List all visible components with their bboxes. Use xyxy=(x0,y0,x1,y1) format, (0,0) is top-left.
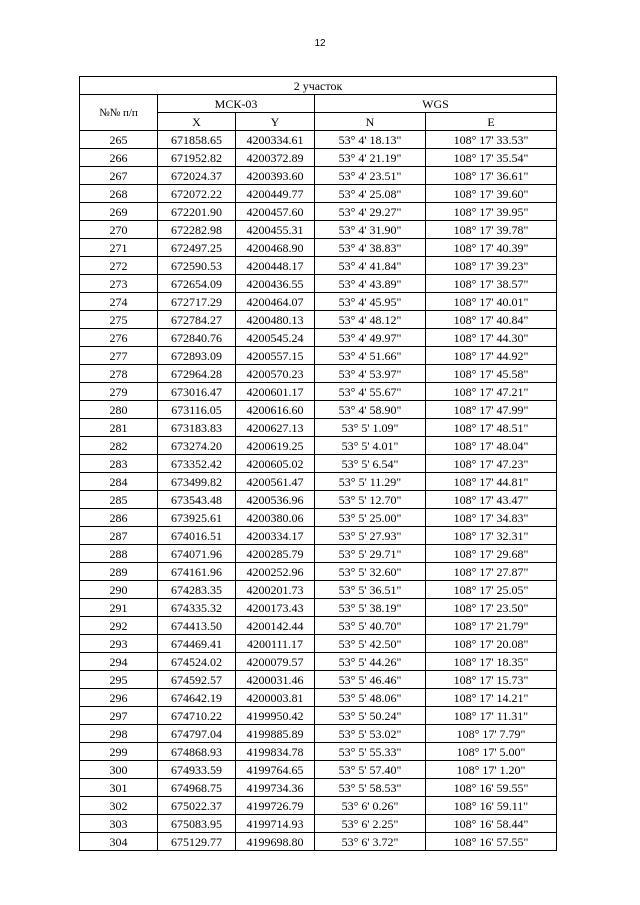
cell-e: 108° 17' 35.54" xyxy=(426,149,557,167)
cell-y: 4200003.81 xyxy=(236,689,315,707)
cell-x: 672717.29 xyxy=(158,293,236,311)
table-row xyxy=(80,167,557,185)
cell-n: 53° 5' 38.19" xyxy=(315,599,426,617)
cell-y: 4200334.61 xyxy=(236,131,315,149)
table-row xyxy=(80,707,557,725)
cell-x: 673499.82 xyxy=(158,473,236,491)
cell-n: 53° 5' 27.93" xyxy=(315,527,426,545)
cell-n: 53° 6' 2.25" xyxy=(315,815,426,833)
cell-y: 4200448.17 xyxy=(236,257,315,275)
cell-number: 292 xyxy=(80,617,158,635)
cell-n: 53° 5' 36.51" xyxy=(315,581,426,599)
cell-e: 108° 17' 15.73" xyxy=(426,671,557,689)
cell-e: 108° 17' 1.20" xyxy=(426,761,557,779)
cell-e: 108° 17' 47.99" xyxy=(426,401,557,419)
cell-number: 280 xyxy=(80,401,158,419)
cell-number: 285 xyxy=(80,491,158,509)
cell-n: 53° 4' 48.12" xyxy=(315,311,426,329)
cell-n: 53° 5' 55.33" xyxy=(315,743,426,761)
cell-x: 673925.61 xyxy=(158,509,236,527)
table-row xyxy=(80,455,557,473)
cell-e: 108° 17' 5.00" xyxy=(426,743,557,761)
cell-x: 674071.96 xyxy=(158,545,236,563)
cell-n: 53° 5' 50.24" xyxy=(315,707,426,725)
cell-y: 4200285.79 xyxy=(236,545,315,563)
cell-number: 282 xyxy=(80,437,158,455)
cell-x: 671858.65 xyxy=(158,131,236,149)
cell-number: 284 xyxy=(80,473,158,491)
cell-n: 53° 4' 23.51" xyxy=(315,167,426,185)
cell-number: 268 xyxy=(80,185,158,203)
cell-y: 4200464.07 xyxy=(236,293,315,311)
cell-x: 673116.05 xyxy=(158,401,236,419)
cell-y: 4200601.17 xyxy=(236,383,315,401)
group-header-wgs: WGS xyxy=(315,95,557,113)
cell-e: 108° 17' 44.30" xyxy=(426,329,557,347)
cell-n: 53° 4' 51.66" xyxy=(315,347,426,365)
cell-e: 108° 17' 36.61" xyxy=(426,167,557,185)
table-row xyxy=(80,761,557,779)
table-row xyxy=(80,743,557,761)
cell-y: 4200111.17 xyxy=(236,635,315,653)
cell-x: 674642.19 xyxy=(158,689,236,707)
cell-x: 672201.90 xyxy=(158,203,236,221)
cell-y: 4200605.02 xyxy=(236,455,315,473)
table-row xyxy=(80,131,557,149)
cell-number: 297 xyxy=(80,707,158,725)
cell-number: 272 xyxy=(80,257,158,275)
cell-n: 53° 4' 43.89" xyxy=(315,275,426,293)
cell-e: 108° 17' 25.05" xyxy=(426,581,557,599)
cell-number: 304 xyxy=(80,833,158,851)
cell-number: 277 xyxy=(80,347,158,365)
cell-number: 271 xyxy=(80,239,158,257)
cell-y: 4200627.13 xyxy=(236,419,315,437)
table-row xyxy=(80,815,557,833)
table-row xyxy=(80,599,557,617)
cell-x: 672784.27 xyxy=(158,311,236,329)
cell-n: 53° 4' 38.83" xyxy=(315,239,426,257)
cell-y: 4199764.65 xyxy=(236,761,315,779)
cell-y: 4200468.90 xyxy=(236,239,315,257)
table-row xyxy=(80,203,557,221)
cell-e: 108° 17' 43.47" xyxy=(426,491,557,509)
cell-x: 672964.28 xyxy=(158,365,236,383)
table-row xyxy=(80,221,557,239)
cell-x: 673543.48 xyxy=(158,491,236,509)
cell-e: 108° 17' 45.58" xyxy=(426,365,557,383)
cell-number: 267 xyxy=(80,167,158,185)
cell-e: 108° 17' 18.35" xyxy=(426,653,557,671)
cell-e: 108° 17' 33.53" xyxy=(426,131,557,149)
cell-x: 672654.09 xyxy=(158,275,236,293)
cell-y: 4199726.79 xyxy=(236,797,315,815)
cell-n: 53° 4' 21.19" xyxy=(315,149,426,167)
cell-n: 53° 4' 49.97" xyxy=(315,329,426,347)
cell-y: 4200142.44 xyxy=(236,617,315,635)
table-row xyxy=(80,329,557,347)
cell-e: 108° 17' 40.84" xyxy=(426,311,557,329)
table-row xyxy=(80,563,557,581)
table-row xyxy=(80,491,557,509)
cell-number: 273 xyxy=(80,275,158,293)
cell-x: 674797.04 xyxy=(158,725,236,743)
cell-number: 301 xyxy=(80,779,158,797)
cell-x: 674592.57 xyxy=(158,671,236,689)
table-row xyxy=(80,419,557,437)
table-row xyxy=(80,383,557,401)
table-title-row xyxy=(80,77,557,95)
table-row xyxy=(80,725,557,743)
table-row xyxy=(80,635,557,653)
cell-n: 53° 5' 46.46" xyxy=(315,671,426,689)
cell-e: 108° 17' 48.51" xyxy=(426,419,557,437)
table-row xyxy=(80,581,557,599)
table-row xyxy=(80,653,557,671)
column-header-y: Y xyxy=(236,113,315,131)
cell-number: 291 xyxy=(80,599,158,617)
cell-x: 673352.42 xyxy=(158,455,236,473)
cell-n: 53° 5' 44.26" xyxy=(315,653,426,671)
cell-number: 303 xyxy=(80,815,158,833)
cell-e: 108° 16' 59.11" xyxy=(426,797,557,815)
table-row xyxy=(80,671,557,689)
cell-e: 108° 17' 39.95" xyxy=(426,203,557,221)
cell-e: 108° 17' 40.01" xyxy=(426,293,557,311)
table-row xyxy=(80,689,557,707)
cell-e: 108° 17' 11.31" xyxy=(426,707,557,725)
cell-number: 295 xyxy=(80,671,158,689)
cell-x: 674283.35 xyxy=(158,581,236,599)
cell-n: 53° 4' 55.67" xyxy=(315,383,426,401)
table-title: 2 участок xyxy=(80,77,557,95)
cell-e: 108° 16' 59.55" xyxy=(426,779,557,797)
cell-n: 53° 4' 58.90" xyxy=(315,401,426,419)
column-header-n: N xyxy=(315,113,426,131)
table-row xyxy=(80,545,557,563)
cell-n: 53° 5' 42.50" xyxy=(315,635,426,653)
cell-number: 276 xyxy=(80,329,158,347)
cell-y: 4200436.55 xyxy=(236,275,315,293)
cell-y: 4200252.96 xyxy=(236,563,315,581)
cell-e: 108° 17' 39.78" xyxy=(426,221,557,239)
cell-y: 4200480.13 xyxy=(236,311,315,329)
cell-x: 673183.83 xyxy=(158,419,236,437)
cell-x: 674968.75 xyxy=(158,779,236,797)
cell-y: 4200545.24 xyxy=(236,329,315,347)
cell-n: 53° 5' 6.54" xyxy=(315,455,426,473)
page-number: 12 xyxy=(314,38,326,49)
cell-e: 108° 17' 23.50" xyxy=(426,599,557,617)
table-row xyxy=(80,149,557,167)
cell-e: 108° 16' 57.55" xyxy=(426,833,557,851)
cell-y: 4199698.80 xyxy=(236,833,315,851)
cell-n: 53° 5' 25.00" xyxy=(315,509,426,527)
cell-x: 674335.32 xyxy=(158,599,236,617)
cell-number: 296 xyxy=(80,689,158,707)
table-row xyxy=(80,185,557,203)
table-row xyxy=(80,257,557,275)
table-row xyxy=(80,437,557,455)
cell-number: 270 xyxy=(80,221,158,239)
table-row xyxy=(80,275,557,293)
cell-x: 674933.59 xyxy=(158,761,236,779)
table-row xyxy=(80,527,557,545)
cell-x: 672024.37 xyxy=(158,167,236,185)
column-header-x: X xyxy=(158,113,236,131)
cell-n: 53° 4' 25.08" xyxy=(315,185,426,203)
cell-number: 287 xyxy=(80,527,158,545)
cell-x: 672072.22 xyxy=(158,185,236,203)
cell-number: 279 xyxy=(80,383,158,401)
cell-e: 108° 17' 44.81" xyxy=(426,473,557,491)
cell-x: 673274.20 xyxy=(158,437,236,455)
cell-n: 53° 4' 53.97" xyxy=(315,365,426,383)
cell-y: 4200455.31 xyxy=(236,221,315,239)
cell-n: 53° 5' 29.71" xyxy=(315,545,426,563)
table-row xyxy=(80,239,557,257)
cell-n: 53° 5' 4.01" xyxy=(315,437,426,455)
cell-x: 672893.09 xyxy=(158,347,236,365)
cell-number: 302 xyxy=(80,797,158,815)
cell-y: 4200570.23 xyxy=(236,365,315,383)
cell-x: 672840.76 xyxy=(158,329,236,347)
cell-y: 4200557.15 xyxy=(236,347,315,365)
table-row xyxy=(80,779,557,797)
cell-n: 53° 5' 57.40" xyxy=(315,761,426,779)
cell-y: 4199834.78 xyxy=(236,743,315,761)
cell-x: 674524.02 xyxy=(158,653,236,671)
cell-e: 108° 16' 58.44" xyxy=(426,815,557,833)
cell-y: 4200173.43 xyxy=(236,599,315,617)
cell-number: 300 xyxy=(80,761,158,779)
coordinates-table xyxy=(79,76,557,851)
group-header-msk: МСК-03 xyxy=(158,95,315,113)
cell-number: 288 xyxy=(80,545,158,563)
table-row xyxy=(80,347,557,365)
cell-number: 286 xyxy=(80,509,158,527)
table-row xyxy=(80,365,557,383)
cell-x: 672590.53 xyxy=(158,257,236,275)
cell-n: 53° 5' 11.29" xyxy=(315,473,426,491)
cell-y: 4200393.60 xyxy=(236,167,315,185)
cell-x: 674413.50 xyxy=(158,617,236,635)
table-row xyxy=(80,293,557,311)
cell-n: 53° 4' 31.90" xyxy=(315,221,426,239)
cell-y: 4199734.36 xyxy=(236,779,315,797)
cell-n: 53° 5' 32.60" xyxy=(315,563,426,581)
cell-number: 278 xyxy=(80,365,158,383)
cell-number: 269 xyxy=(80,203,158,221)
group-header-row xyxy=(80,95,557,113)
cell-e: 108° 17' 21.79" xyxy=(426,617,557,635)
cell-y: 4200079.57 xyxy=(236,653,315,671)
cell-number: 275 xyxy=(80,311,158,329)
cell-y: 4199885.89 xyxy=(236,725,315,743)
cell-n: 53° 5' 53.02" xyxy=(315,725,426,743)
cell-n: 53° 5' 1.09" xyxy=(315,419,426,437)
cell-n: 53° 4' 29.27" xyxy=(315,203,426,221)
cell-n: 53° 5' 48.06" xyxy=(315,689,426,707)
cell-number: 298 xyxy=(80,725,158,743)
cell-n: 53° 5' 40.70" xyxy=(315,617,426,635)
table-row xyxy=(80,617,557,635)
cell-n: 53° 5' 58.53" xyxy=(315,779,426,797)
table-row xyxy=(80,473,557,491)
cell-number: 289 xyxy=(80,563,158,581)
cell-x: 675022.37 xyxy=(158,797,236,815)
cell-e: 108° 17' 32.31" xyxy=(426,527,557,545)
cell-e: 108° 17' 47.23" xyxy=(426,455,557,473)
table-row xyxy=(80,797,557,815)
cell-e: 108° 17' 27.87" xyxy=(426,563,557,581)
cell-number: 265 xyxy=(80,131,158,149)
cell-x: 674016.51 xyxy=(158,527,236,545)
cell-e: 108° 17' 14.21" xyxy=(426,689,557,707)
cell-y: 4200031.46 xyxy=(236,671,315,689)
cell-y: 4200449.77 xyxy=(236,185,315,203)
cell-x: 674469.41 xyxy=(158,635,236,653)
cell-x: 672282.98 xyxy=(158,221,236,239)
cell-y: 4200380.06 xyxy=(236,509,315,527)
cell-e: 108° 17' 38.57" xyxy=(426,275,557,293)
cell-number: 294 xyxy=(80,653,158,671)
table-row xyxy=(80,401,557,419)
cell-y: 4200561.47 xyxy=(236,473,315,491)
cell-y: 4200201.73 xyxy=(236,581,315,599)
cell-y: 4200616.60 xyxy=(236,401,315,419)
table-row xyxy=(80,509,557,527)
cell-x: 674161.96 xyxy=(158,563,236,581)
cell-x: 671952.82 xyxy=(158,149,236,167)
cell-y: 4199950.42 xyxy=(236,707,315,725)
cell-x: 672497.25 xyxy=(158,239,236,257)
cell-number: 283 xyxy=(80,455,158,473)
cell-e: 108° 17' 48.04" xyxy=(426,437,557,455)
cell-number: 299 xyxy=(80,743,158,761)
column-header-e: E xyxy=(426,113,557,131)
cell-n: 53° 4' 18.13" xyxy=(315,131,426,149)
cell-e: 108° 17' 34.83" xyxy=(426,509,557,527)
cell-y: 4200372.89 xyxy=(236,149,315,167)
cell-y: 4200536.96 xyxy=(236,491,315,509)
cell-n: 53° 6' 0.26" xyxy=(315,797,426,815)
cell-n: 53° 4' 45.95" xyxy=(315,293,426,311)
cell-x: 675129.77 xyxy=(158,833,236,851)
table-row xyxy=(80,833,557,851)
cell-n: 53° 4' 41.84" xyxy=(315,257,426,275)
cell-number: 266 xyxy=(80,149,158,167)
cell-e: 108° 17' 20.08" xyxy=(426,635,557,653)
cell-n: 53° 5' 12.70" xyxy=(315,491,426,509)
cell-e: 108° 17' 39.23" xyxy=(426,257,557,275)
cell-number: 293 xyxy=(80,635,158,653)
cell-x: 674710.22 xyxy=(158,707,236,725)
cell-number: 281 xyxy=(80,419,158,437)
cell-number: 274 xyxy=(80,293,158,311)
column-header-number: №№ п/п xyxy=(80,95,158,131)
cell-e: 108° 17' 29.68" xyxy=(426,545,557,563)
cell-e: 108° 17' 44.92" xyxy=(426,347,557,365)
cell-e: 108° 17' 47.21" xyxy=(426,383,557,401)
table-body xyxy=(80,131,557,851)
cell-x: 673016.47 xyxy=(158,383,236,401)
cell-n: 53° 6' 3.72" xyxy=(315,833,426,851)
cell-x: 674868.93 xyxy=(158,743,236,761)
cell-y: 4200334.17 xyxy=(236,527,315,545)
cell-y: 4199714.93 xyxy=(236,815,315,833)
cell-e: 108° 17' 39.60" xyxy=(426,185,557,203)
cell-e: 108° 17' 7.79" xyxy=(426,725,557,743)
table-row xyxy=(80,311,557,329)
cell-y: 4200619.25 xyxy=(236,437,315,455)
cell-number: 290 xyxy=(80,581,158,599)
cell-y: 4200457.60 xyxy=(236,203,315,221)
cell-e: 108° 17' 40.39" xyxy=(426,239,557,257)
cell-x: 675083.95 xyxy=(158,815,236,833)
